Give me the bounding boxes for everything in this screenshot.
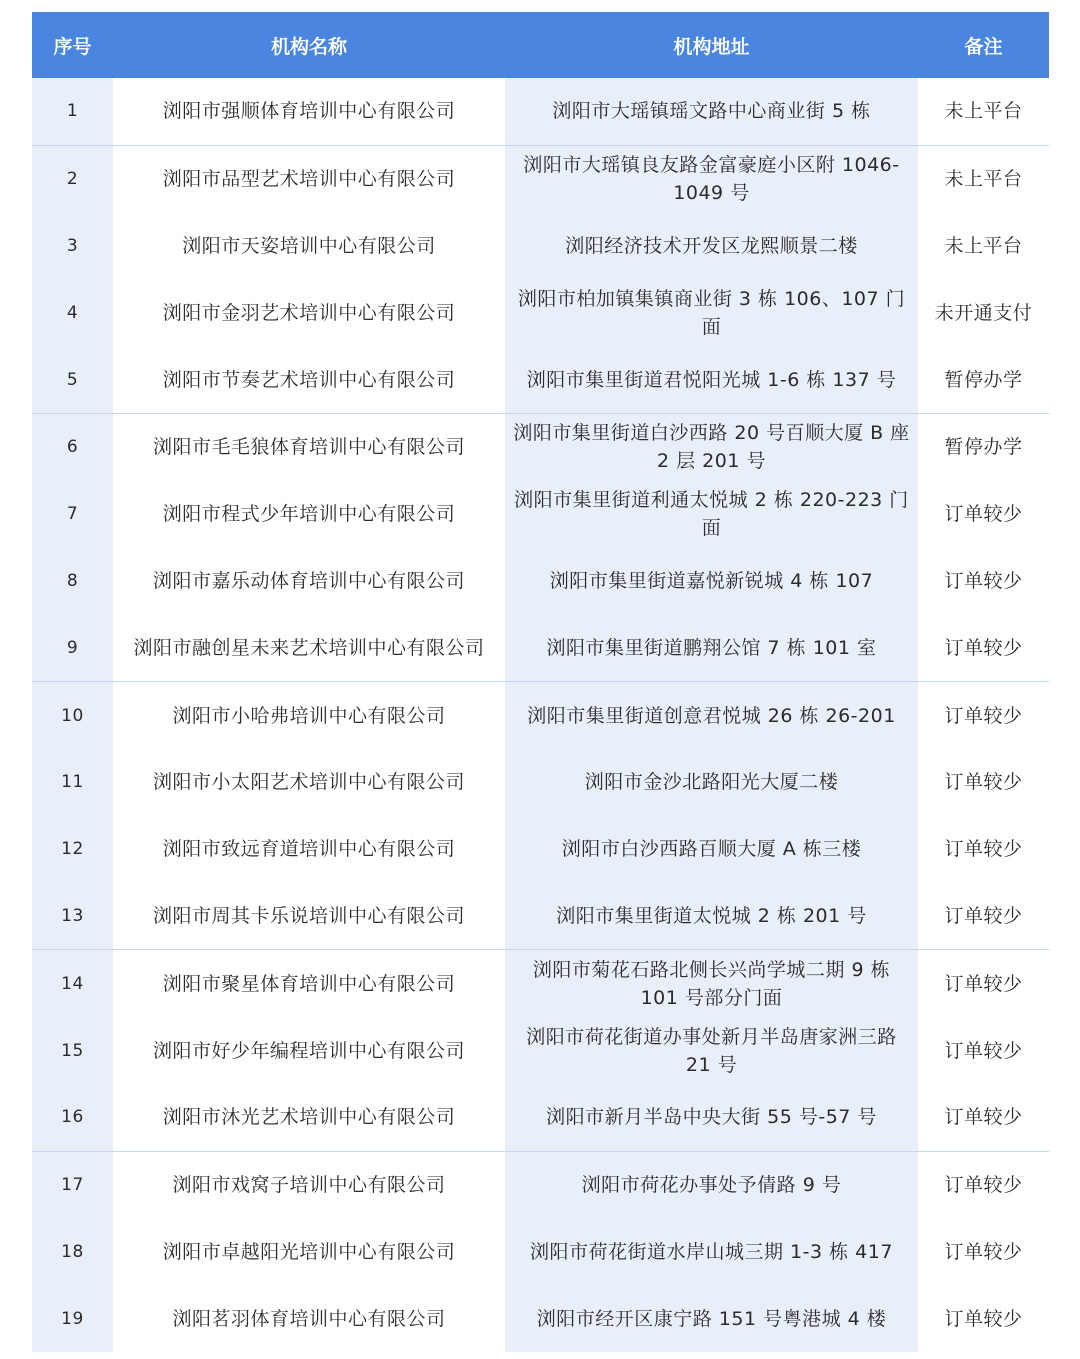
table-row bbox=[32, 949, 1049, 1017]
row-name: 浏阳市致远育道培训中心有限公司 bbox=[113, 816, 505, 883]
row-note: 订单较少 bbox=[918, 1084, 1049, 1151]
row-address: 浏阳市集里街道创意君悦城 26 栋 26-201 bbox=[505, 682, 918, 749]
row-num: 10 bbox=[32, 682, 113, 749]
row-num: 6 bbox=[32, 414, 113, 481]
row-num: 11 bbox=[32, 749, 113, 816]
row-note: 未上平台 bbox=[918, 78, 1049, 145]
row-num: 19 bbox=[32, 1285, 113, 1352]
row-address: 浏阳市大瑶镇良友路金富豪庭小区附 1046-1049 号 bbox=[505, 146, 918, 213]
table-row bbox=[32, 78, 1049, 145]
table-row bbox=[32, 614, 1049, 681]
row-num: 18 bbox=[32, 1219, 113, 1286]
row-name: 浏阳市程式少年培训中心有限公司 bbox=[113, 481, 505, 548]
row-num: 9 bbox=[32, 614, 113, 681]
header-address: 机构地址 bbox=[673, 35, 750, 58]
row-num: 7 bbox=[32, 481, 113, 548]
table-row bbox=[32, 346, 1049, 413]
table-row bbox=[32, 1285, 1049, 1352]
row-name: 浏阳市天姿培训中心有限公司 bbox=[113, 213, 505, 280]
row-address: 浏阳市集里街道嘉悦新锐城 4 栋 107 bbox=[505, 548, 918, 615]
row-num: 5 bbox=[32, 346, 113, 413]
row-address: 浏阳市集里街道白沙西路 20 号百顺大厦 B 座 2 层 201 号 bbox=[505, 414, 918, 481]
table-header bbox=[32, 12, 1049, 78]
institution-table bbox=[32, 12, 1049, 1352]
row-num: 1 bbox=[32, 78, 113, 145]
row-num: 3 bbox=[32, 213, 113, 280]
row-num: 2 bbox=[32, 146, 113, 213]
row-note: 订单较少 bbox=[918, 950, 1049, 1017]
row-address: 浏阳市大瑶镇瑶文路中心商业街 5 栋 bbox=[505, 78, 918, 145]
row-note: 订单较少 bbox=[918, 548, 1049, 615]
row-name: 浏阳市沐光艺术培训中心有限公司 bbox=[113, 1084, 505, 1151]
row-note: 订单较少 bbox=[918, 481, 1049, 548]
table-row bbox=[32, 1017, 1049, 1084]
row-address: 浏阳经济技术开发区龙熙顺景二楼 bbox=[505, 213, 918, 280]
table-row bbox=[32, 1219, 1049, 1286]
row-name: 浏阳市品型艺术培训中心有限公司 bbox=[113, 146, 505, 213]
row-note: 订单较少 bbox=[918, 749, 1049, 816]
table-row bbox=[32, 413, 1049, 481]
row-address: 浏阳市集里街道鹏翔公馆 7 栋 101 室 bbox=[505, 614, 918, 681]
row-name: 浏阳市小哈弗培训中心有限公司 bbox=[113, 682, 505, 749]
row-name: 浏阳市好少年编程培训中心有限公司 bbox=[113, 1017, 505, 1084]
row-name: 浏阳市金羽艺术培训中心有限公司 bbox=[113, 279, 505, 346]
row-address: 浏阳市集里街道君悦阳光城 1-6 栋 137 号 bbox=[505, 346, 918, 413]
table-body bbox=[32, 78, 1049, 1352]
row-note: 订单较少 bbox=[918, 816, 1049, 883]
row-name: 浏阳市卓越阳光培训中心有限公司 bbox=[113, 1219, 505, 1286]
row-num: 16 bbox=[32, 1084, 113, 1151]
row-note: 订单较少 bbox=[918, 1219, 1049, 1286]
row-name: 浏阳市小太阳艺术培训中心有限公司 bbox=[113, 749, 505, 816]
row-num: 4 bbox=[32, 279, 113, 346]
row-name: 浏阳市嘉乐动体育培训中心有限公司 bbox=[113, 548, 505, 615]
row-note: 未上平台 bbox=[918, 146, 1049, 213]
row-note: 未开通支付 bbox=[918, 279, 1049, 346]
row-address: 浏阳市白沙西路百顺大厦 A 栋三楼 bbox=[505, 816, 918, 883]
table-row bbox=[32, 213, 1049, 280]
row-note: 订单较少 bbox=[918, 1152, 1049, 1219]
table-row bbox=[32, 816, 1049, 883]
row-address: 浏阳市集里街道利通太悦城 2 栋 220-223 门面 bbox=[505, 481, 918, 548]
row-address: 浏阳市金沙北路阳光大厦二楼 bbox=[505, 749, 918, 816]
row-name: 浏阳市毛毛狼体育培训中心有限公司 bbox=[113, 414, 505, 481]
row-note: 订单较少 bbox=[918, 682, 1049, 749]
row-note: 未上平台 bbox=[918, 213, 1049, 280]
header-note: 备注 bbox=[964, 35, 1003, 58]
table-row bbox=[32, 145, 1049, 213]
row-name: 浏阳茗羽体育培训中心有限公司 bbox=[113, 1285, 505, 1352]
row-note: 订单较少 bbox=[918, 1017, 1049, 1084]
row-note: 订单较少 bbox=[918, 614, 1049, 681]
table-row bbox=[32, 548, 1049, 615]
row-address: 浏阳市新月半岛中央大街 55 号-57 号 bbox=[505, 1084, 918, 1151]
table-row bbox=[32, 279, 1049, 346]
row-num: 14 bbox=[32, 950, 113, 1017]
row-num: 15 bbox=[32, 1017, 113, 1084]
row-address: 浏阳市菊花石路北侧长兴尚学城二期 9 栋 101 号部分门面 bbox=[505, 950, 918, 1017]
row-name: 浏阳市戏窝子培训中心有限公司 bbox=[113, 1152, 505, 1219]
row-num: 17 bbox=[32, 1152, 113, 1219]
row-note: 暂停办学 bbox=[918, 346, 1049, 413]
row-name: 浏阳市节奏艺术培训中心有限公司 bbox=[113, 346, 505, 413]
row-address: 浏阳市柏加镇集镇商业街 3 栋 106、107 门面 bbox=[505, 279, 918, 346]
row-address: 浏阳市荷花街道水岸山城三期 1-3 栋 417 bbox=[505, 1219, 918, 1286]
row-note: 订单较少 bbox=[918, 883, 1049, 950]
row-address: 浏阳市荷花办事处予倩路 9 号 bbox=[505, 1152, 918, 1219]
row-name: 浏阳市周其卡乐说培训中心有限公司 bbox=[113, 883, 505, 950]
table-row bbox=[32, 1084, 1049, 1151]
row-note: 订单较少 bbox=[918, 1285, 1049, 1352]
row-address: 浏阳市经开区康宁路 151 号粤港城 4 楼 bbox=[505, 1285, 918, 1352]
row-num: 12 bbox=[32, 816, 113, 883]
row-name: 浏阳市强顺体育培训中心有限公司 bbox=[113, 78, 505, 145]
table-row bbox=[32, 883, 1049, 950]
row-note: 暂停办学 bbox=[918, 414, 1049, 481]
row-name: 浏阳市融创星未来艺术培训中心有限公司 bbox=[113, 614, 505, 681]
row-address: 浏阳市集里街道太悦城 2 栋 201 号 bbox=[505, 883, 918, 950]
header-name: 机构名称 bbox=[270, 35, 347, 58]
table-row bbox=[32, 1151, 1049, 1219]
row-name: 浏阳市聚星体育培训中心有限公司 bbox=[113, 950, 505, 1017]
table-row bbox=[32, 481, 1049, 548]
table-row bbox=[32, 749, 1049, 816]
header-num: 序号 bbox=[53, 35, 92, 58]
row-address: 浏阳市荷花街道办事处新月半岛唐家洲三路 21 号 bbox=[505, 1017, 918, 1084]
row-num: 13 bbox=[32, 883, 113, 950]
table-row bbox=[32, 681, 1049, 749]
row-num: 8 bbox=[32, 548, 113, 615]
